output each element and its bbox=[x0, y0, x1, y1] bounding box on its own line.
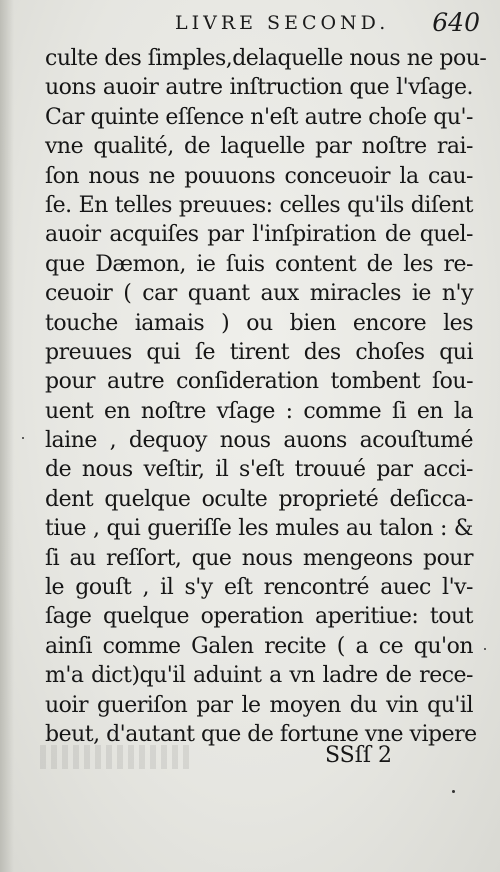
body-text bbox=[45, 44, 487, 749]
page-gutter-shadow bbox=[0, 0, 14, 872]
text-line: vne qualité, de laquelle par noſtre rai- bbox=[45, 134, 473, 160]
text-line: uoir gueriſon par le moyen du vin qu'il bbox=[45, 692, 473, 718]
text-line: auoir acquiſes par l'inſpiration de quel- bbox=[45, 222, 473, 248]
text-line: ſage quelque operation aperitiue: tout bbox=[45, 604, 473, 630]
section-title: LIVRE SECOND. bbox=[175, 12, 390, 34]
signature-mark: SSſſ 2 bbox=[325, 743, 393, 768]
page-number: 640 bbox=[432, 8, 480, 37]
running-head bbox=[40, 8, 480, 38]
text-line: beut, d'autant que de fortune vne vipere bbox=[45, 721, 477, 747]
text-line: m'a dict)qu'il aduint a vn ladre de rece- bbox=[45, 663, 473, 689]
text-line: Car quinte eſſence n'eſt autre choſe qu'- bbox=[45, 104, 473, 130]
text-line: touche iamais ) ou bien encore les bbox=[45, 310, 473, 336]
text-line: tiue , qui gueriſſe les mules au talon : & bbox=[45, 516, 473, 542]
text-line: ainſi comme Galen recite ( a ce qu'on bbox=[45, 633, 473, 659]
text-line: dent quelque oculte proprieté deſicca- bbox=[45, 486, 473, 512]
text-line: culte des ſimples,delaquelle nous ne pou- bbox=[45, 46, 487, 71]
text-line: ceuoir ( car quant aux miracles ie n'y bbox=[45, 281, 473, 307]
text-line: ſon nous ne pouuons conceuoir la cau- bbox=[45, 163, 473, 189]
bleed-through-ink bbox=[40, 745, 190, 769]
text-line: preuues qui ſe tirent des choſes qui bbox=[45, 339, 473, 365]
text-line: pour autre conſideration tombent ſou- bbox=[45, 369, 473, 395]
ink-speck bbox=[22, 437, 24, 439]
text-line: laine , dequoy nous auons acouſtumé bbox=[45, 428, 473, 454]
text-line: ſi au reſſort, que nous mengeons pour bbox=[45, 545, 473, 571]
text-line: que Dæmon, ie ſuis content de les re- bbox=[45, 251, 473, 277]
ink-speck bbox=[484, 648, 486, 650]
text-line: ſe. En telles preuues: celles qu'ils diſent bbox=[45, 192, 473, 218]
text-line: de nous veſtir, il s'eſt trouué par acci- bbox=[45, 457, 473, 483]
text-line: le gouſt , il s'y eſt rencontré auec l'v- bbox=[45, 575, 473, 601]
ink-speck bbox=[452, 790, 455, 793]
text-line: uons auoir autre inſtruction que l'vſage. bbox=[45, 75, 473, 101]
text-line: uent en noſtre vſage : comme ſi en la bbox=[45, 398, 473, 424]
